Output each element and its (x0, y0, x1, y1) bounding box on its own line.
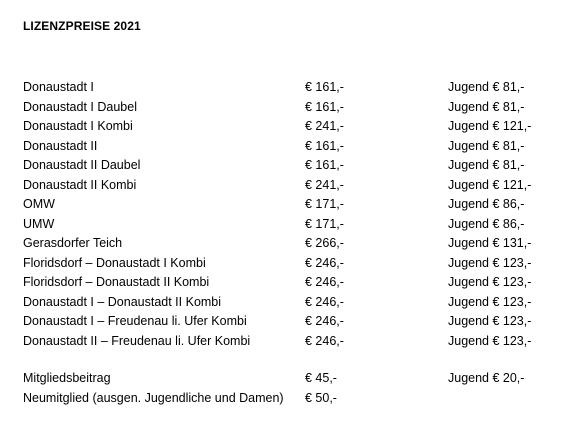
youth-price: Jugend € 121,- (448, 177, 532, 192)
license-name: Gerasdorfer Teich (23, 236, 123, 250)
youth-price: Jugend € 20,- (448, 371, 525, 385)
license-price: € 171,- (305, 197, 344, 211)
license-price: € 161,- (305, 138, 344, 153)
price-row (0, 137, 566, 157)
price-row (0, 176, 566, 196)
license-price: € 246,- (305, 275, 344, 289)
youth-price: Jugend € 81,- (448, 80, 525, 94)
license-price: € 50,- (305, 390, 337, 405)
price-row (0, 78, 566, 98)
youth-price: Jugend € 81,- (448, 138, 525, 153)
license-price: € 246,- (305, 314, 344, 328)
license-price: € 241,- (305, 119, 344, 133)
license-name: Donaustadt I – Donaustadt II Kombi (23, 294, 222, 309)
license-price: € 241,- (305, 177, 344, 192)
price-row (0, 215, 566, 235)
youth-price: Jugend € 123,- (448, 255, 532, 270)
price-row (0, 369, 566, 389)
youth-price: Jugend € 131,- (448, 236, 532, 250)
license-name: Neumitglied (ausgen. Jugendliche und Damen) (23, 390, 284, 405)
youth-price: Jugend € 123,- (448, 314, 532, 328)
youth-price: Jugend € 123,- (448, 275, 532, 289)
license-price: € 246,- (305, 255, 344, 270)
price-row (0, 389, 566, 409)
youth-price: Jugend € 121,- (448, 119, 532, 133)
license-name: OMW (23, 197, 55, 211)
youth-price: Jugend € 123,- (448, 294, 532, 309)
youth-price: Jugend € 86,- (448, 216, 525, 231)
license-price: € 246,- (305, 294, 344, 309)
price-row (0, 98, 566, 118)
license-name: Donaustadt I – Freudenau li. Ufer Kombi (23, 314, 247, 328)
license-name: Donaustadt I Daubel (23, 99, 137, 114)
license-price: € 161,- (305, 80, 344, 94)
youth-price: Jugend € 86,- (448, 197, 525, 211)
price-row (0, 312, 566, 332)
price-row (0, 273, 566, 293)
license-name: Donaustadt II Kombi (23, 177, 137, 192)
license-name: Floridsdorf – Donaustadt II Kombi (23, 275, 210, 289)
price-row (0, 293, 566, 313)
license-price: € 45,- (305, 371, 337, 385)
price-row (0, 117, 566, 137)
license-name: Donaustadt II – Freudenau li. Ufer Kombi (23, 333, 251, 348)
license-name: Donaustadt II (23, 138, 98, 153)
license-name: UMW (23, 216, 55, 231)
price-row (0, 254, 566, 274)
license-price: € 171,- (305, 216, 344, 231)
license-price: € 246,- (305, 333, 344, 348)
youth-price: Jugend € 123,- (448, 333, 532, 348)
license-price: € 161,- (305, 99, 344, 114)
youth-price: Jugend € 81,- (448, 158, 525, 172)
price-row (0, 156, 566, 176)
license-name: Donaustadt II Daubel (23, 158, 141, 172)
license-price: € 266,- (305, 236, 344, 250)
price-row (0, 332, 566, 352)
price-row (0, 234, 566, 254)
youth-price: Jugend € 81,- (448, 99, 525, 114)
license-name: Donaustadt I (23, 80, 94, 94)
license-name: Mitgliedsbeitrag (23, 371, 111, 385)
license-name: Floridsdorf – Donaustadt I Kombi (23, 255, 206, 270)
license-name: Donaustadt I Kombi (23, 119, 133, 133)
document-title: LIZENZPREISE 2021 (23, 19, 141, 33)
license-price: € 161,- (305, 158, 344, 172)
price-row (0, 195, 566, 215)
